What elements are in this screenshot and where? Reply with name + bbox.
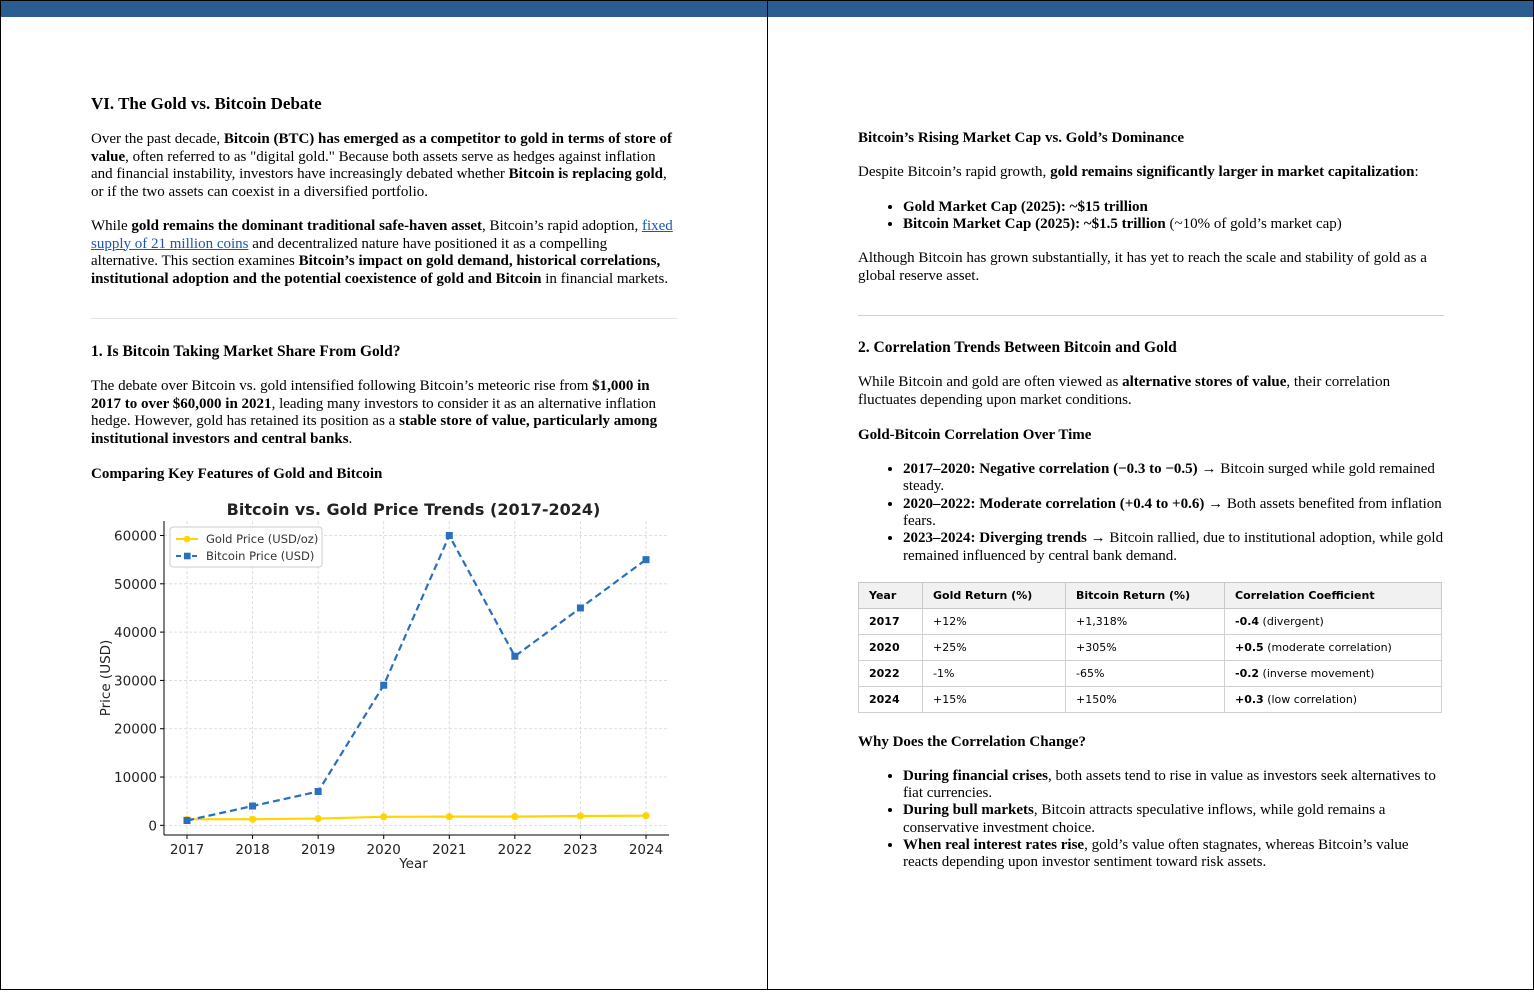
table-row: 2017 +12% +1,318% -0.4 (divergent) <box>859 608 1442 634</box>
table-row: 2020 +25% +305% +0.5 (moderate correlation) <box>859 634 1442 660</box>
table-row: 2024 +15% +150% +0.3 (low correlation) <box>859 686 1442 712</box>
legend-marker-bitcoin <box>184 553 191 560</box>
market-cap-summary: Although Bitcoin has grown substantially, it has yet to reach the scale and stability of gold as a global reserve asset. <box>858 250 1427 284</box>
y-tick-label: 0 <box>148 818 157 835</box>
y-tick-label: 50000 <box>114 576 157 593</box>
data-point-bitcoin <box>184 817 191 824</box>
data-point-gold <box>642 812 649 819</box>
list-item: • Gold Market Cap (2025): ~$15 trillion <box>903 199 1444 216</box>
correlation-paragraph: While Bitcoin and gold are often viewed as alternative stores of value, their correlation fluctuates depending upon market conditions. <box>858 374 1391 408</box>
legend-label: Bitcoin Price (USD) <box>206 549 315 563</box>
data-point-bitcoin <box>249 803 256 810</box>
data-point-bitcoin <box>315 788 322 795</box>
list-item: • 2023–2024: Diverging trends → Bitcoin rallied, due to institutional adoption, while gold remained influenced by central bank demand. <box>903 530 1444 565</box>
y-tick-label: 20000 <box>114 721 157 738</box>
data-point-gold <box>315 815 322 822</box>
y-tick-label: 10000 <box>114 770 157 787</box>
market-cap-paragraph: Despite Bitcoin’s rapid growth, gold remains significantly larger in market capitalization: <box>858 164 1419 180</box>
correlation-section-title: 2. Correlation Trends Between Bitcoin and Gold <box>858 339 1177 357</box>
data-point-gold <box>380 813 387 820</box>
header-correlation: Correlation Coefficient <box>1225 582 1442 608</box>
subsection-title-market-share: 1. Is Bitcoin Taking Market Share From Gold? <box>91 343 401 360</box>
x-axis-label: Year <box>399 856 428 872</box>
list-item: • 2017–2020: Negative correlation (−0.3 to −0.5) → Bitcoin surged while gold remained steady. <box>903 461 1444 496</box>
data-point-gold <box>577 812 584 819</box>
list-item: • Bitcoin Market Cap (2025): ~$1.5 trillion (~10% of gold’s market cap) <box>903 216 1444 233</box>
section-divider <box>91 318 677 319</box>
y-tick-label: 30000 <box>114 673 157 690</box>
market-cap-list <box>858 199 1444 234</box>
correlation-periods-list <box>858 461 1444 565</box>
y-axis-label: Price (USD) <box>98 639 114 717</box>
x-tick-label: 2024 <box>628 842 664 858</box>
list-item: • During financial crises, both assets tend to rise in value as investors seek alternatives to fiat currencies. <box>903 768 1444 803</box>
header-year: Year <box>859 582 923 608</box>
table-row: 2022 -1% -65% -0.2 (inverse movement) <box>859 660 1442 686</box>
legend-label: Gold Price (USD/oz) <box>206 532 319 546</box>
data-point-gold <box>511 813 518 820</box>
x-tick-label: 2020 <box>366 842 401 858</box>
left-page-content <box>1 1 677 483</box>
x-tick-label: 2022 <box>497 842 533 858</box>
y-tick-label: 40000 <box>114 625 157 642</box>
why-correlation-heading: Why Does the Correlation Change? <box>858 733 1087 750</box>
data-point-gold <box>249 816 256 823</box>
x-tick-label: 2018 <box>235 842 270 858</box>
header-gold-return: Gold Return (%) <box>923 582 1066 608</box>
right-page-content <box>768 1 1444 872</box>
y-tick-label: 60000 <box>114 528 157 545</box>
fixed-supply-link[interactable]: fixed supply of 21 million coins <box>91 218 673 252</box>
list-item: • During bull markets, Bitcoin attracts speculative inflows, while gold remains a conservative investment choice. <box>903 802 1444 837</box>
table-header-row <box>859 582 1442 608</box>
left-page <box>0 0 768 990</box>
market-share-paragraph: The debate over Bitcoin vs. gold intensified following Bitcoin’s meteoric rise from $1,000 in 2017 to over $60,000 in 2021, leading many investors to consider it as an alternative inflation hedge. However, gold has retained its position as a stable store of value, particularly among institutional investors and central banks. <box>91 378 658 447</box>
correlation-table <box>858 582 1442 713</box>
list-item: • 2020–2022: Moderate correlation (+0.4 to +0.6) → Both assets benefited from inflation fears. <box>903 496 1444 531</box>
x-tick-label: 2023 <box>563 842 598 858</box>
section-divider <box>858 315 1444 316</box>
section-title: VI. The Gold vs. Bitcoin Debate <box>91 94 322 113</box>
data-point-bitcoin <box>511 653 518 660</box>
data-point-gold <box>446 813 453 820</box>
x-tick-label: 2017 <box>169 842 205 858</box>
price-trend-chart <box>91 489 681 879</box>
safe-haven-paragraph: While gold remains the dominant traditional safe-haven asset, Bitcoin’s rapid adoption, fixed supply of 21 million coins and decentralized nature have positioned it as a compelling alternative. This section examines Bitcoin’s impact on gold demand, historical correlations, institutional adoption and the potential coexistence of gold and Bitcoin in financial markets. <box>91 218 673 287</box>
why-correlation-list <box>858 768 1444 872</box>
chart-title: Bitcoin vs. Gold Price Trends (2017-2024) <box>226 500 601 519</box>
right-page <box>767 0 1534 990</box>
price-trend-chart-svg <box>91 489 681 879</box>
data-point-bitcoin <box>446 532 453 539</box>
data-point-bitcoin <box>380 682 387 689</box>
legend-marker-gold <box>184 536 191 543</box>
intro-paragraph: Over the past decade, Bitcoin (BTC) has emerged as a competitor to gold in terms of store of value, often referred to as "digital gold." Because both assets serve as hedges against inflation and financial instability, investors have increasingly debated whether Bitcoin is replacing gold, or if the two assets can coexist in a diversified portfolio. <box>91 131 672 200</box>
data-point-bitcoin <box>643 556 650 563</box>
series-line <box>187 535 646 820</box>
data-point-bitcoin <box>577 604 584 611</box>
list-item: • When real interest rates rise, gold’s value often stagnates, whereas Bitcoin’s value reacts depending upon investor sentiment toward risk assets. <box>903 837 1444 872</box>
market-cap-heading: Bitcoin’s Rising Market Cap vs. Gold’s Dominance <box>858 130 1184 146</box>
x-tick-label: 2019 <box>300 842 336 858</box>
comparison-heading: Comparing Key Features of Gold and Bitcoin <box>91 466 383 482</box>
header-bitcoin-return: Bitcoin Return (%) <box>1066 582 1225 608</box>
x-tick-label: 2021 <box>432 842 467 858</box>
correlation-over-time-heading: Gold-Bitcoin Correlation Over Time <box>858 427 1092 444</box>
